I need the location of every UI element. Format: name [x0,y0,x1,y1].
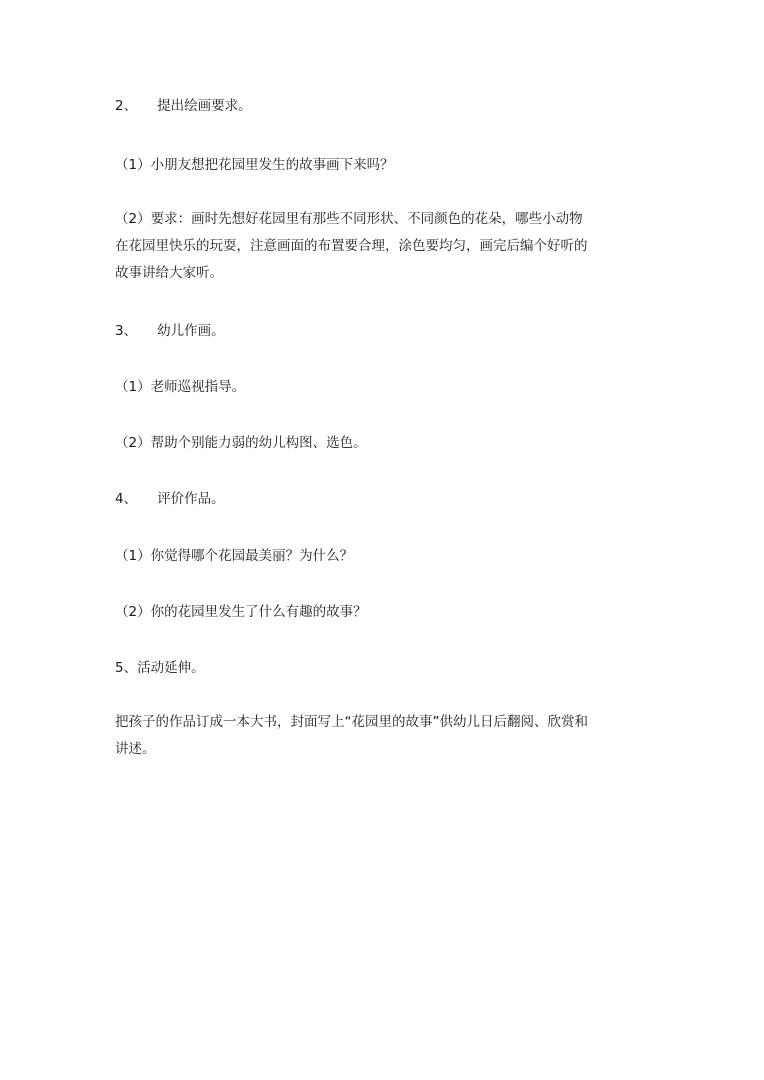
paragraph-5-body [115,709,655,763]
paragraph-4-2: （2）你的花园里发生了什么有趣的故事？ [115,604,367,620]
paragraph-4-1: （1）你觉得哪个花园最美丽？为什么？ [115,548,354,564]
section-title: 提出绘画要求。 [157,98,252,114]
paragraph-line: 故事讲给大家听。 [115,265,223,281]
paragraph-2-1: （1）小朋友想把花园里发生的故事画下来吗？ [115,157,394,173]
paragraph-3-1: （1）老师巡视指导。 [115,379,246,395]
section-2-heading [115,93,655,120]
paragraph-line: 把孩子的作品订成一本大书，封面写上“花园里的故事”供幼儿日后翻阅、欣赏和 [115,714,588,730]
section-number: 2、 [115,98,138,114]
paragraph-2-2 [115,206,655,287]
section-5-heading: 5、活动延伸。 [115,660,205,676]
paragraph-line: 在花园里快乐的玩耍，注意画面的布置要合理，涂色要均匀，画完后编个好听的 [115,238,588,254]
paragraph-3-2: （2）帮助个别能力弱的幼儿构图、选色。 [115,435,367,451]
paragraph-line: （2）要求：画时先想好花园里有那些不同形状、不同颜色的花朵，哪些小动物 [115,211,583,227]
section-title: 评价作品。 [157,491,225,507]
section-3-heading [115,318,655,345]
section-number: 3、 [115,323,138,339]
section-title: 幼儿作画。 [157,323,225,339]
section-number: 4、 [115,491,138,507]
paragraph-line: 讲述。 [115,741,156,757]
section-4-heading [115,486,655,513]
